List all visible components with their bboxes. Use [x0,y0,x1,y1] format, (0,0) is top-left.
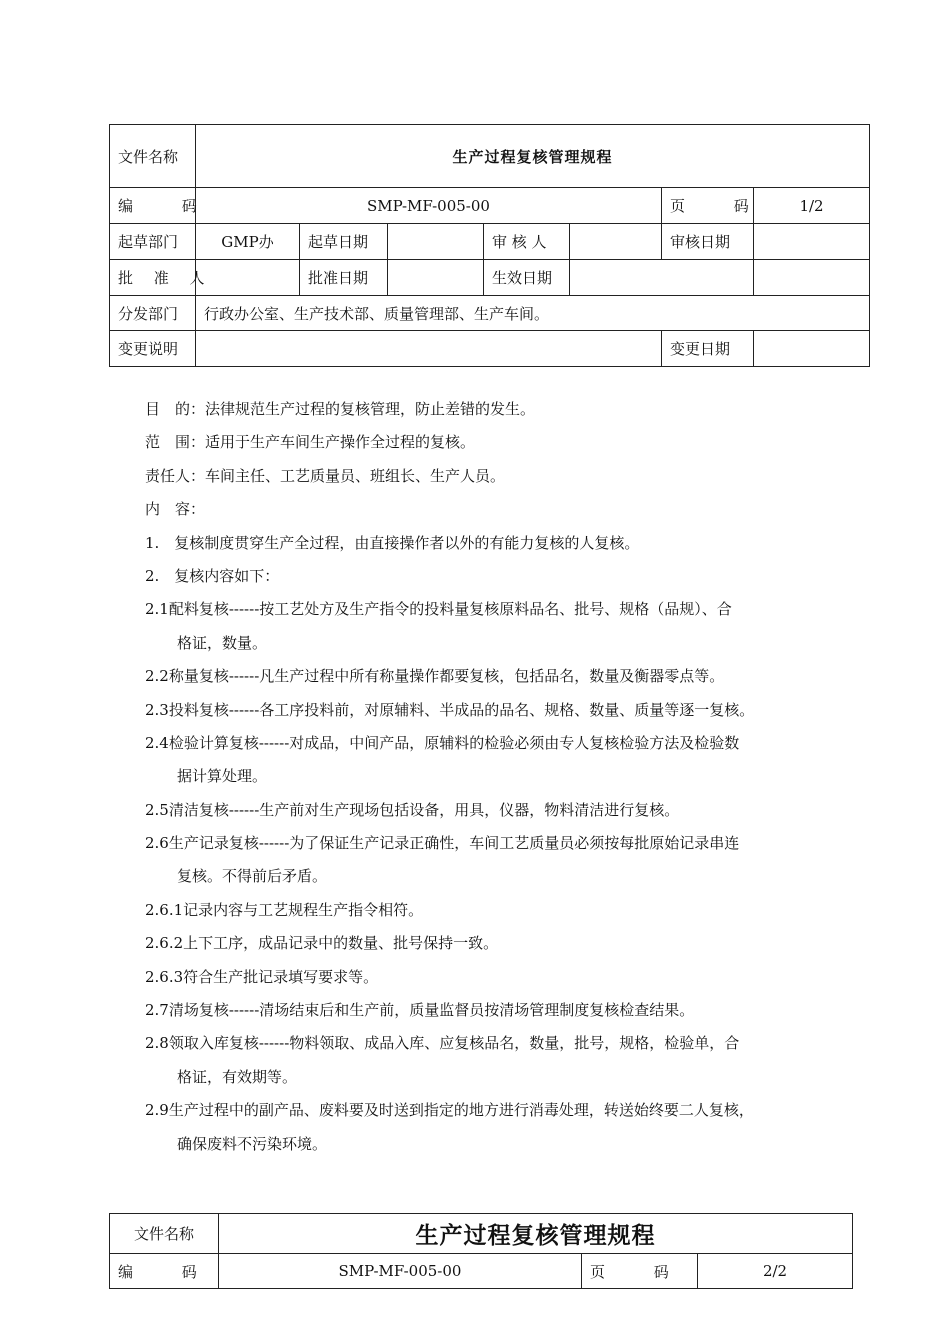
body-line: 格证，有效期等。 [177,1067,298,1086]
draft-dept-value: GMP办 [196,224,300,260]
body-line: 2.4检验计算复核------对成品，中间产品，原辅料的检验必须由专人复核检验方法及检验数 [145,733,740,752]
draft-dept-label: 起草部门 [110,224,196,260]
body-line: 2. 复核内容如下： [145,566,280,585]
body-line: 责任人：车间主任、工艺质量员、班组长、生产人员。 [145,466,506,485]
body-line: 2.6.1记录内容与工艺规程生产指令相符。 [145,900,424,919]
page2-header-table [109,1213,853,1289]
page2-page-value: 2/2 [698,1254,853,1289]
review-date-value [754,224,870,260]
body-line: 2.6.2上下工序，成品记录中的数量、批号保持一致。 [145,934,499,953]
body-line: 2.2称量复核------凡生产过程中所有称量操作都要复核，包括品名，数量及衡器零点等。 [145,667,725,686]
body-line: 复核。不得前后矛盾。 [177,867,328,886]
document-body [145,396,845,1164]
page2-code-value: SMP-MF-005-00 [219,1254,582,1289]
body-line: 2.6.3符合生产批记录填写要求等。 [145,967,379,986]
reviewer-label: 审 核 人 [484,224,570,260]
draft-date-label: 起草日期 [300,224,388,260]
body-line: 确保废料不污染环境。 [177,1134,328,1153]
body-line: 据计算处理。 [177,767,268,786]
reviewer-value [570,224,662,260]
body-line: 范 围：适用于生产车间生产操作全过程的复核。 [145,433,476,452]
change-value [196,331,662,367]
distribution-label: 分发部门 [110,296,196,331]
body-line: 2.9生产过程中的副产品、废料要及时送到指定的地方进行消毒处理，转送始终要二人复核， [145,1101,754,1120]
approver-label: 批 准 人 [110,260,196,296]
body-line: 2.5清洁复核------生产前对生产现场包括设备，用具，仪器，物料清洁进行复核。 [145,800,680,819]
page2-page-label: 页 码 [582,1254,698,1289]
change-date-label: 变更日期 [662,331,754,367]
code-value: SMP-MF-005-00 [196,188,662,224]
document-header-table [109,124,870,367]
page-label: 页 码 [662,188,754,224]
change-date-value [754,331,870,367]
draft-date-value [388,224,484,260]
body-line: 2.6生产记录复核------为了保证生产记录正确性，车间工艺质量员必须按每批原始记录串连 [145,834,740,853]
approve-date-label: 批准日期 [300,260,388,296]
change-label: 变更说明 [110,331,196,367]
approve-extra-cell [754,260,870,296]
page2-document-title: 生产过程复核管理规程 [219,1214,853,1254]
body-line: 内 容： [145,500,206,519]
body-line: 格证，数量。 [177,633,268,652]
document-title: 生产过程复核管理规程 [196,125,870,188]
body-line: 2.1配料复核------按工艺处方及生产指令的投料量复核原料品名、批号、规格（品规）、合 [145,600,732,619]
page2-code-label: 编 码 [110,1254,219,1289]
body-line: 2.3投料复核------各工序投料前，对原辅料、半成品的品名、规格、数量、质量等逐一复核。 [145,700,755,719]
code-label: 编 码 [110,188,196,224]
file-name-label: 文件名称 [110,125,196,188]
review-date-label: 审核日期 [662,224,754,260]
body-line: 1. 复核制度贯穿生产全过程，由直接操作者以外的有能力复核的人复核。 [145,533,640,552]
effective-date-value [570,260,754,296]
effective-date-label: 生效日期 [484,260,570,296]
distribution-value: 行政办公室、生产技术部、质量管理部、生产车间。 [196,296,870,331]
body-line: 2.7清场复核------清场结束后和生产前，质量监督员按清场管理制度复核检查结果。 [145,1001,695,1020]
approve-date-value [388,260,484,296]
body-line: 目 的：法律规范生产过程的复核管理，防止差错的发生。 [145,400,536,418]
page-value: 1/2 [754,188,870,224]
page2-file-name-label: 文件名称 [110,1214,219,1254]
body-line: 2.8领取入库复核------物料领取、成品入库、应复核品名，数量，批号，规格，检验单，合 [145,1034,740,1053]
